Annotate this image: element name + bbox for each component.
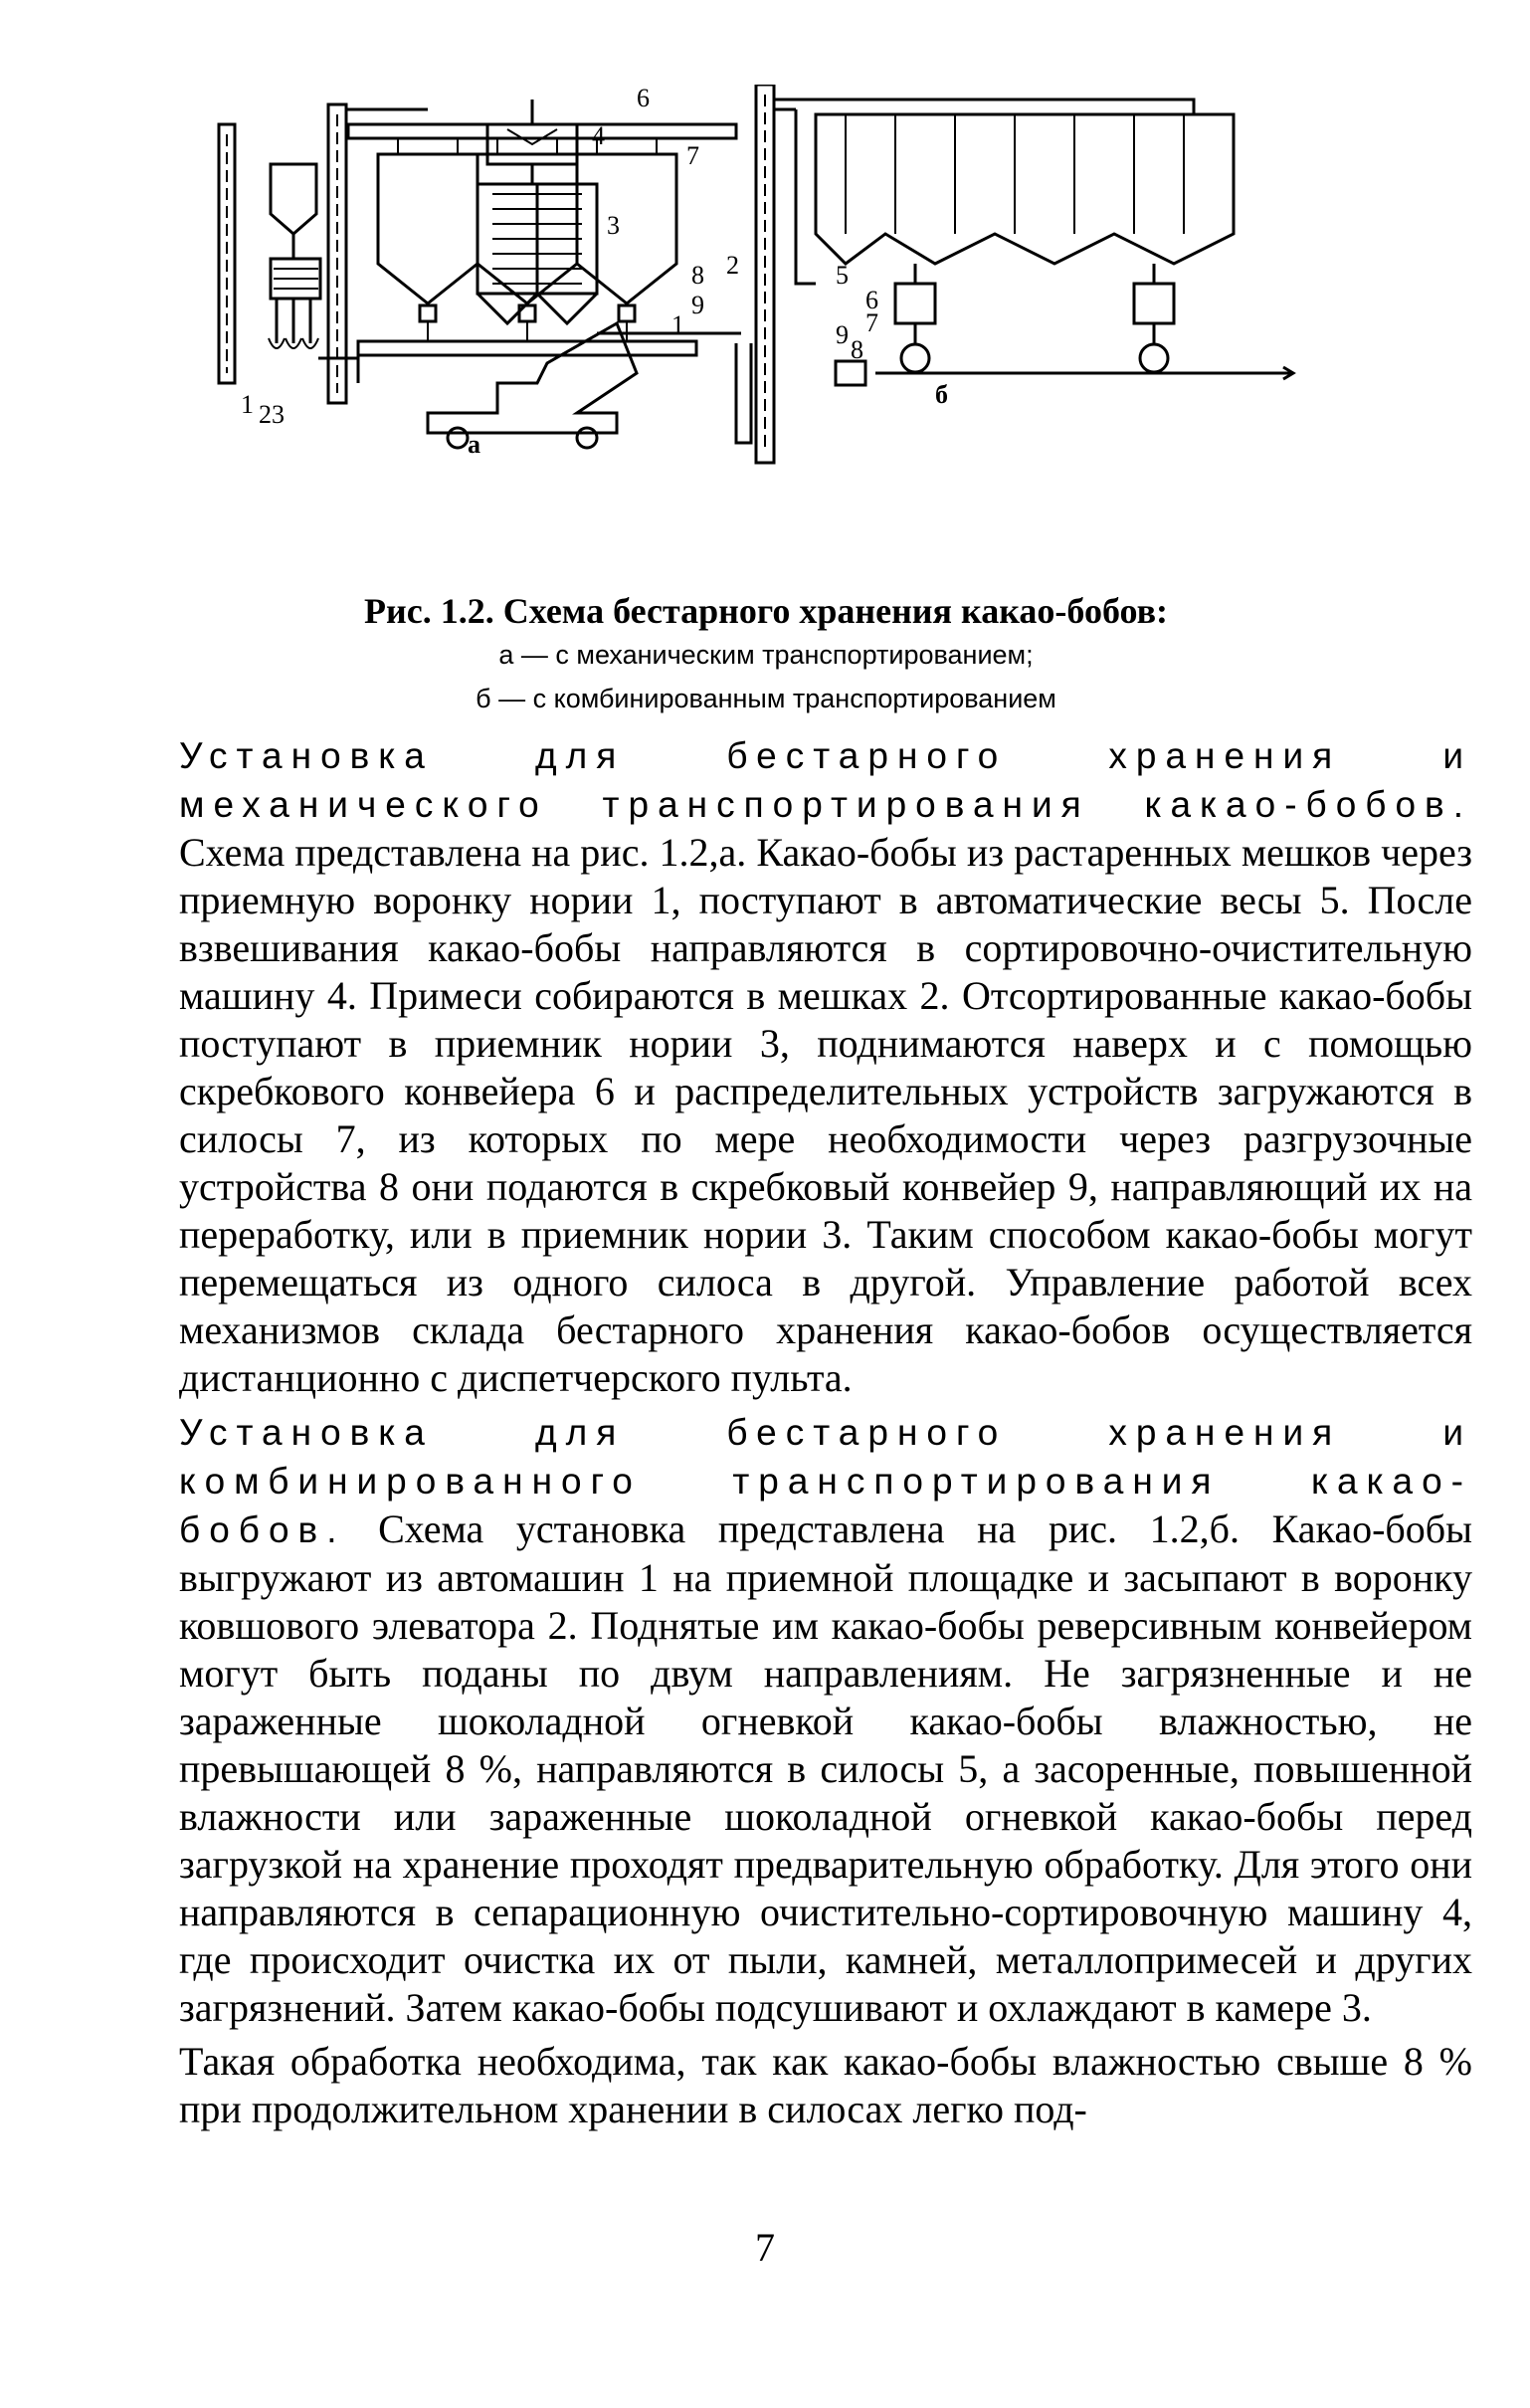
label-b-3: 3 bbox=[607, 211, 620, 240]
figure-diagram bbox=[199, 85, 1413, 612]
storage-scheme-svg bbox=[199, 85, 1413, 612]
paragraph-2-text: Схема установка представлена на рис. 1.2,б. Какао-бобы выгружают из автомашин 1 на приемной площадке и засыпают в воронку ковшового элеватора 2. Поднятые им какао-бобы реверсивным конвейером могут быть поданы по двум направлениям. Не загрязненные и не зараженные шоколадной огневкой какао-бобы влажностью, не превышающей 8 %, направляются в силосы 5, а засоренные, повышенной влажности или зараженные шоколадной огневкой какао-бобы перед загрузкой на хранение проходят предварительную обработку. Для этого они направляются в сепарационную очистительно-сортировочную машину 4, где происходит очистка их от пыли, камней, металлопримесей и других загрязнений. Затем какао-бобы подсушивают и охлаждают в камере 3. bbox=[179, 1506, 1472, 2030]
label-b-8: 8 bbox=[851, 335, 863, 364]
label-b-part: б bbox=[935, 380, 948, 409]
paragraph-3 bbox=[179, 2038, 1472, 2133]
label-b-7: 7 bbox=[865, 308, 878, 337]
feeder-8-b bbox=[901, 344, 929, 372]
unloader-6-b bbox=[895, 284, 935, 323]
label-b-5: 5 bbox=[836, 261, 849, 290]
label-a-1: 1 bbox=[241, 390, 254, 419]
paragraph-3-text: Такая обработка необходима, так как какао-бобы влажностью свыше 8 % при продолжительном хранении в силосах легко под- bbox=[179, 2039, 1472, 2131]
paragraph-1-text: Схема представлена на рис. 1.2,а. Какао-бобы из растаренных мешков через приемную воронку нории 1, поступают в автоматические весы 5. После взвешивания какао-бобы направляются в сортировочно-очистительную машину 4. Примеси собираются в мешках 2. Отсортированные какао-бобы поступают в приемник нории 3, поднимаются наверх и с помощью скребкового конвейера 6 и распределительных устройств загружаются в силосы 7, из которых по мере необходимости через разгрузочные устройства 8 они подаются в скребковый конвейер 9, направляющий их на переработку, или в приемник нории 3. Таким способом какао-бобы могут перемещаться из одного силоса в другой. Управление работой всех механизмов склада бестарного хранения какао-бобов осуществляется дистанционно с диспетчерского пульта. bbox=[179, 830, 1472, 1400]
paragraph-2 bbox=[179, 1408, 1472, 2032]
label-b-2: 2 bbox=[726, 251, 739, 280]
label-b-9: 9 bbox=[836, 320, 849, 349]
page-number: 7 bbox=[755, 2225, 775, 2270]
caption-title: Рис. 1.2. Схема бестарного хранения какао-бобов: bbox=[364, 591, 1168, 631]
paragraph-1 bbox=[179, 731, 1472, 1402]
label-b-6: 6 bbox=[865, 286, 878, 314]
label-b-1: 1 bbox=[671, 310, 684, 339]
label-a-7: 7 bbox=[686, 141, 699, 170]
blower-9-b bbox=[836, 361, 865, 385]
paragraph-1-heading: Установка для бестарного хранения и механического транспортирования какао-бобов. bbox=[179, 735, 1472, 825]
label-a-23: 23 bbox=[259, 400, 285, 429]
conveyor-6-a bbox=[348, 124, 736, 138]
conveyor-9-a bbox=[358, 341, 696, 355]
label-a-8: 8 bbox=[691, 261, 704, 290]
feeder-8-b2 bbox=[1140, 344, 1168, 372]
label-a-9: 9 bbox=[691, 291, 704, 319]
unloader-6-b2 bbox=[1134, 284, 1174, 323]
caption-line-a: а — с механическим транспортированием; bbox=[498, 640, 1034, 670]
label-b-4: 4 bbox=[592, 121, 605, 150]
silos-5-b bbox=[816, 114, 1234, 284]
caption-line-b: б — с комбинированным транспортированием bbox=[476, 684, 1056, 713]
scale-hopper-a bbox=[271, 164, 316, 234]
figure-caption bbox=[199, 589, 1333, 720]
body-text bbox=[179, 731, 1472, 2139]
label-a-6: 6 bbox=[637, 85, 650, 112]
paragraph-2-heading: Установка для бестарного хранения и комбинированного транспортирования какао-бобов. bbox=[179, 1412, 1472, 1550]
label-a-part: а bbox=[468, 430, 480, 459]
